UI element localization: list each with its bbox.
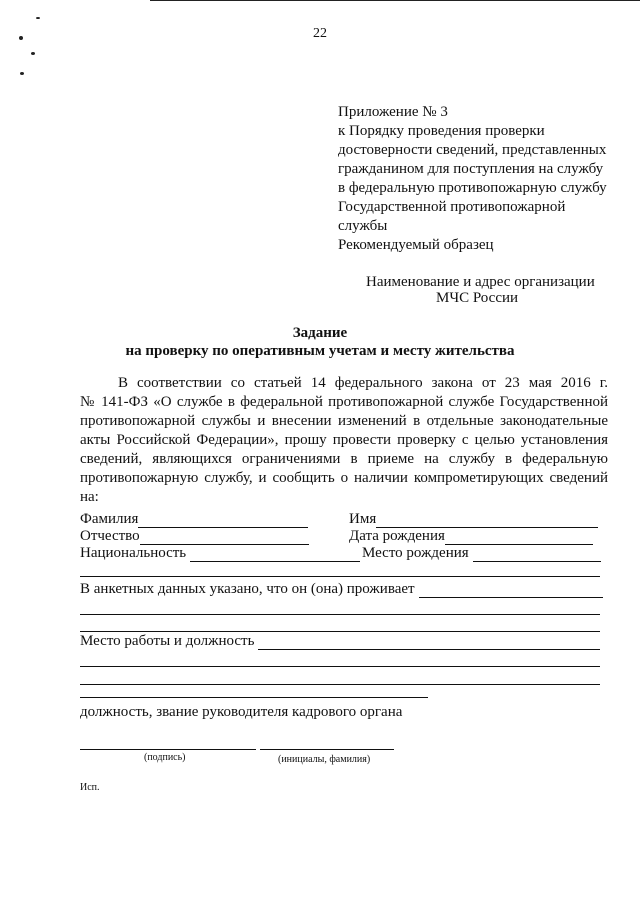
executor-label: Исп. xyxy=(80,782,100,793)
body-line: на: xyxy=(80,489,99,505)
residence-row xyxy=(80,580,603,598)
appendix-block xyxy=(338,103,607,236)
body-line: противопожарной службы и внесении изменений в отдельные законодательные xyxy=(80,413,608,429)
residence-label: В анкетных данных указано, что он (она) проживает xyxy=(80,581,415,597)
birth-date-label: Дата рождения xyxy=(349,528,445,544)
scan-speck xyxy=(20,72,24,75)
surname-label: Фамилия xyxy=(80,511,139,527)
organization-line2: МЧС России xyxy=(436,290,519,306)
body-line: В соответствии со статьей 14 федерального закона от 23 мая 2016 г. xyxy=(118,375,608,391)
birth-place-label: Место рождения xyxy=(362,545,469,561)
workplace-line[interactable] xyxy=(80,666,600,667)
nationality-row xyxy=(80,544,360,562)
appendix-line: Приложение № 3 xyxy=(338,104,448,120)
appendix-line: службы xyxy=(338,218,388,234)
birth-date-field[interactable] xyxy=(445,530,593,545)
residence-field[interactable] xyxy=(419,583,603,598)
workplace-row xyxy=(80,632,600,650)
workplace-line[interactable] xyxy=(80,684,600,685)
patronymic-field[interactable] xyxy=(140,530,309,545)
name-field[interactable] xyxy=(376,513,598,528)
body-line: акты Российской Федерации», прошу провести проверку с целью установления xyxy=(80,432,608,448)
birth-place-row xyxy=(362,544,601,562)
appendix-line: гражданином для поступления на службу xyxy=(338,161,604,177)
workplace-field[interactable] xyxy=(258,635,600,650)
surname-row xyxy=(80,510,308,528)
form-separator xyxy=(80,576,600,577)
body-line: сведений, являющихся ограничениями в приеме на службу в федеральную xyxy=(80,451,608,467)
signature-line[interactable] xyxy=(80,749,256,750)
signature-caption: (подпись) xyxy=(144,752,186,763)
sample-label: Рекомендуемый образец xyxy=(338,237,494,253)
name-label: Имя xyxy=(349,511,377,527)
initials-caption: (инициалы, фамилия) xyxy=(278,754,371,765)
scan-speck xyxy=(31,52,35,55)
appendix-line: достоверности сведений, представленных xyxy=(338,142,607,158)
appendix-line: Государственной противопожарной xyxy=(338,199,566,215)
surname-field[interactable] xyxy=(138,513,308,528)
nationality-field[interactable] xyxy=(190,547,360,562)
appendix-line: к Порядку проведения проверки xyxy=(338,123,545,139)
patronymic-row xyxy=(80,527,309,545)
scan-edge-line xyxy=(150,0,640,1)
body-line: № 141-ФЗ «О службе в федеральной противопожарной службе Государственной xyxy=(80,394,608,410)
residence-line[interactable] xyxy=(80,614,600,615)
appendix-line: в федеральную противопожарную службу xyxy=(338,180,607,196)
birth-date-row xyxy=(349,527,593,545)
scan-speck xyxy=(36,17,40,19)
page-number: 22 xyxy=(313,26,327,41)
initials-line[interactable] xyxy=(260,749,394,750)
body-line: противопожарную службу, и сообщить о наличии компрометирующих сведений xyxy=(80,470,608,486)
name-row xyxy=(349,510,598,528)
hr-head-line[interactable] xyxy=(80,697,428,698)
document-title: Задание xyxy=(292,325,348,341)
organization-line1: Наименование и адрес организации xyxy=(366,274,595,290)
body-paragraph xyxy=(80,374,608,507)
patronymic-label: Отчество xyxy=(80,528,140,544)
hr-head-label: должность, звание руководителя кадрового органа xyxy=(80,704,403,720)
nationality-label: Национальность xyxy=(80,545,187,561)
birth-place-field[interactable] xyxy=(473,547,601,562)
workplace-label: Место работы и должность xyxy=(80,633,255,649)
document-subtitle: на проверку по оперативным учетам и месту жительства xyxy=(125,343,515,359)
